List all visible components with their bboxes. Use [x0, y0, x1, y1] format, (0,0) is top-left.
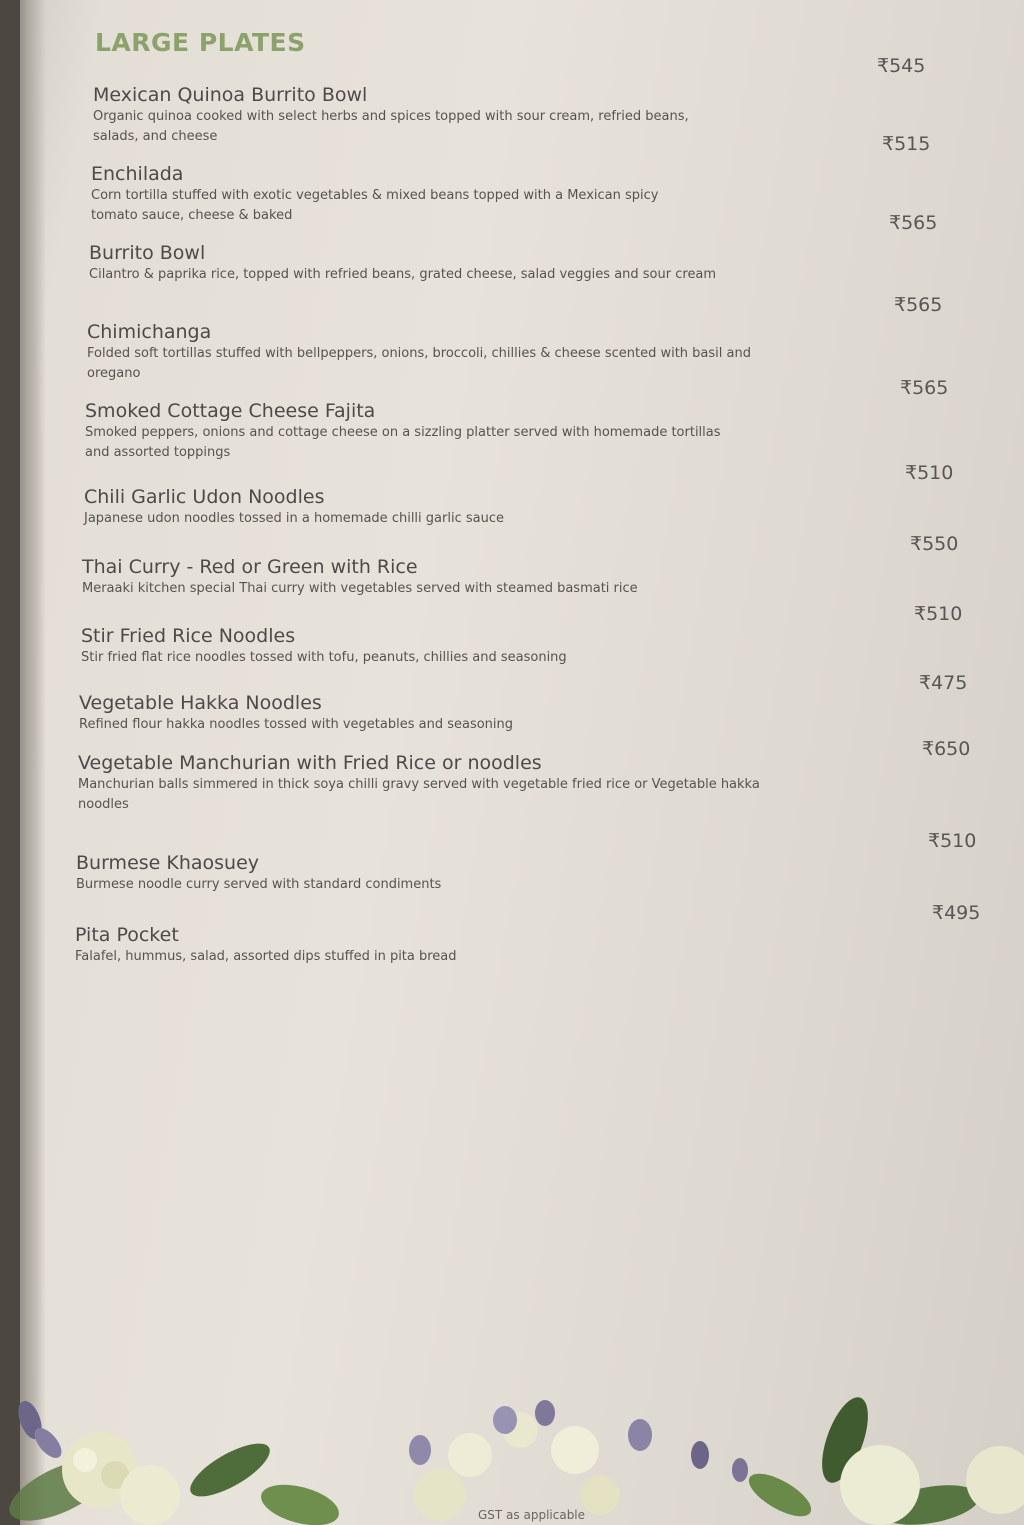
item-name: Burmese Khaosuey	[76, 852, 260, 874]
item-price: ₹515	[882, 133, 931, 155]
menu-item	[78, 752, 838, 815]
item-description: Cilantro & paprika rice, topped with refried beans, grated cheese, salad veggies and sour cream	[89, 267, 717, 282]
menu-item	[85, 400, 845, 463]
item-name: Vegetable Manchurian with Fried Rice or noodles	[78, 752, 542, 774]
item-price: ₹495	[932, 902, 981, 924]
item-price: ₹650	[922, 738, 971, 760]
item-name: Chimichanga	[87, 321, 212, 343]
item-price: ₹550	[910, 533, 959, 555]
item-price: ₹510	[914, 603, 963, 625]
item-name: Mexican Quinoa Burrito Bowl	[93, 84, 368, 106]
menu-item	[87, 321, 847, 384]
item-description: Folded soft tortillas stuffed with bellpeppers, onions, broccoli, chillies & cheese scented with basil and oregano	[87, 346, 751, 381]
item-description: Manchurian balls simmered in thick soya chilli gravy served with vegetable fried rice or Vegetable hakka noodles	[78, 777, 760, 812]
item-name: Thai Curry - Red or Green with Rice	[82, 556, 418, 578]
floral-border-illustration	[0, 1395, 1024, 1525]
item-name: Vegetable Hakka Noodles	[79, 692, 322, 714]
menu-item	[84, 486, 844, 529]
item-price: ₹510	[928, 830, 977, 852]
item-name: Chili Garlic Udon Noodles	[84, 486, 325, 508]
menu-item	[81, 625, 841, 668]
item-price: ₹510	[905, 462, 954, 484]
item-description: Japanese udon noodles tossed in a homemade chilli garlic sauce	[84, 511, 504, 526]
item-price: ₹565	[894, 294, 943, 316]
menu-item	[91, 163, 851, 226]
item-description: Stir fried flat rice noodles tossed with tofu, peanuts, chillies and seasoning	[81, 650, 567, 665]
item-name: Stir Fried Rice Noodles	[81, 625, 296, 647]
item-name: Enchilada	[91, 163, 184, 185]
item-name: Smoked Cottage Cheese Fajita	[85, 400, 376, 422]
menu-item	[75, 924, 835, 967]
item-price: ₹545	[877, 55, 926, 77]
item-description: Organic quinoa cooked with select herbs and spices topped with sour cream, refried beans, salads, and cheese	[93, 109, 689, 144]
menu-item	[82, 556, 842, 599]
item-description: Refined flour hakka noodles tossed with vegetables and seasoning	[79, 717, 514, 732]
item-description: Burmese noodle curry served with standard condiments	[76, 877, 442, 892]
item-price: ₹475	[919, 672, 968, 694]
item-description: Corn tortilla stuffed with exotic vegetables & mixed beans topped with a Mexican spicy tomato sauce, cheese & baked	[91, 188, 659, 223]
item-description: Meraaki kitchen special Thai curry with vegetables served with steamed basmati rice	[82, 581, 638, 596]
item-name: Burrito Bowl	[89, 242, 206, 264]
tax-note: GST as applicable	[478, 1508, 586, 1522]
item-name: Pita Pocket	[75, 924, 179, 946]
section-heading: LARGE PLATES	[95, 28, 306, 57]
item-price: ₹565	[900, 377, 949, 399]
item-description: Falafel, hummus, salad, assorted dips stuffed in pita bread	[75, 949, 457, 964]
item-description: Smoked peppers, onions and cottage cheese on a sizzling platter served with homemade tortillas and assorted toppings	[85, 425, 721, 460]
item-price: ₹565	[889, 212, 938, 234]
menu-item	[89, 242, 849, 285]
menu-item	[93, 84, 853, 147]
menu-item	[76, 852, 836, 895]
menu-item	[79, 692, 839, 735]
